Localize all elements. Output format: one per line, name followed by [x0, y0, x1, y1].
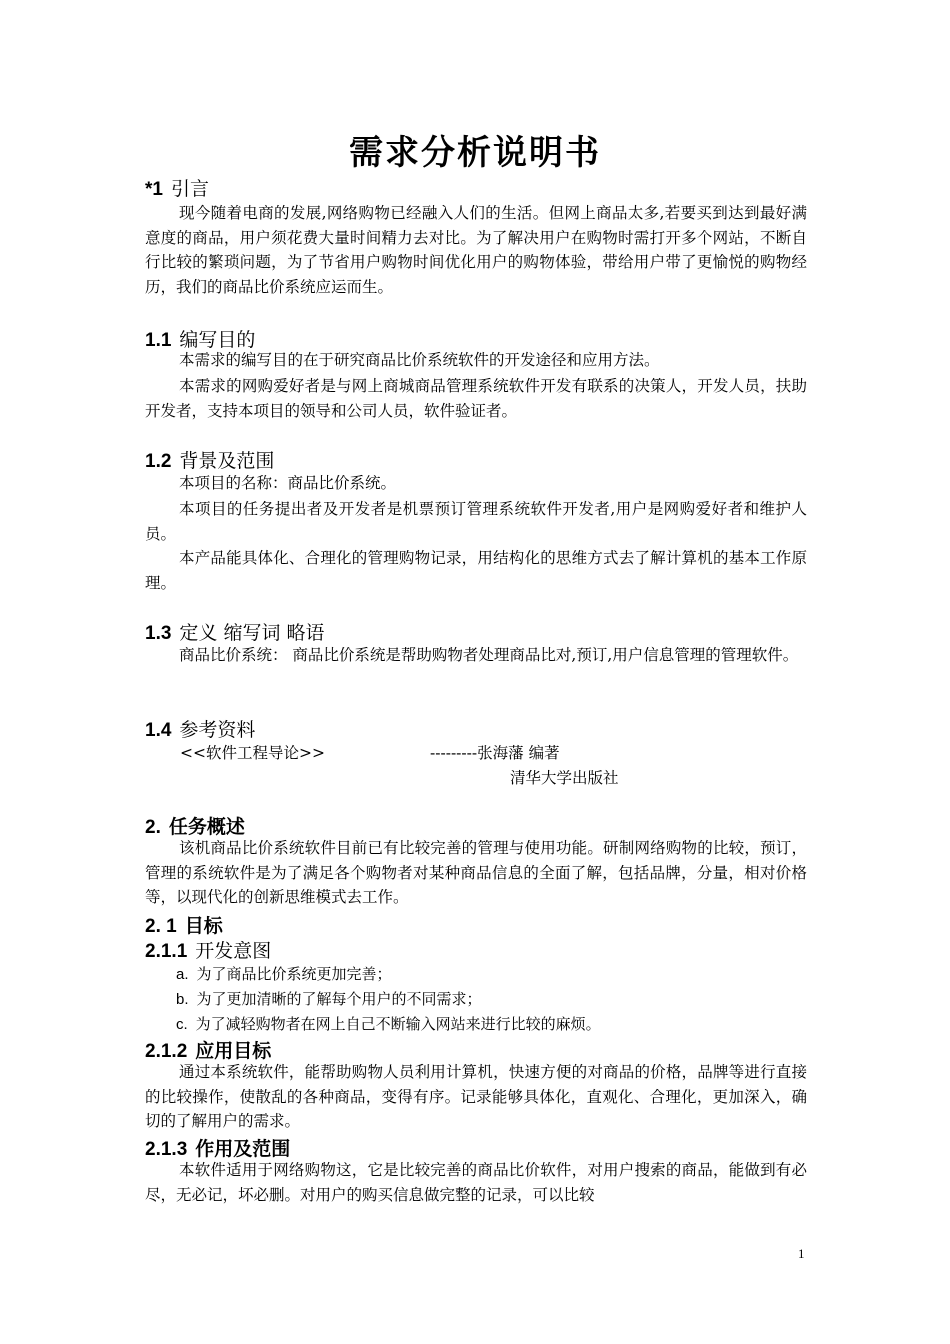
- section-number: 1.1: [145, 330, 172, 351]
- section-1-2-heading: [145, 446, 274, 473]
- section-1-1-paragraph-2: 本需求的网购爱好者是与网上商城商品管理系统软件开发有联系的决策人，开发人员，扶助开发者，支持本项目的领导和公司人员，软件验证者。: [145, 377, 807, 420]
- section-title: 背景及范围: [179, 450, 275, 472]
- section-title: 引言: [170, 178, 209, 200]
- section-number: 1.4: [145, 720, 172, 741]
- section-title: 应用目标: [195, 1040, 272, 1062]
- reference-author: ---------张海藩 编著: [430, 744, 560, 762]
- list-marker: b.: [176, 991, 189, 1008]
- section-title: 定义 缩写词 略语: [179, 622, 325, 644]
- page-number: 1: [798, 1246, 805, 1261]
- section-1-3-paragraph: 商品比价系统： 商品比价系统是帮助购物者处理商品比对,预订,用户信息管理的管理软件。: [179, 646, 799, 664]
- section-number: 1.3: [145, 623, 172, 644]
- section-2-1-3-paragraph: 本软件适用于网络购物这，它是比较完善的商品比价软件，对用户搜索的商品，能做到有必尽，无必记，坏必删。对用户的购买信息做完整的记录，可以比较: [145, 1161, 807, 1204]
- list-item-text: 为了更加清晰的了解每个用户的不同需求；: [196, 990, 482, 1008]
- section-2-heading: [145, 812, 245, 839]
- section-title: 作用及范围: [195, 1138, 291, 1160]
- section-title: 任务概述: [168, 816, 245, 838]
- section-number: 1.2: [145, 451, 172, 472]
- document-title: 需求分析说明书: [349, 133, 601, 173]
- section-1-2-paragraph-2: 本项目的任务提出者及开发者是机票预订管理系统软件开发者,用户是网购爱好者和维护人员。: [145, 500, 807, 543]
- section-title: 目标: [184, 915, 223, 937]
- list-item: [176, 988, 482, 1009]
- section-number: 2.: [145, 817, 161, 838]
- list-marker: c.: [176, 1016, 188, 1033]
- section-2-1-2-heading: [145, 1036, 271, 1063]
- list-item: [176, 963, 392, 984]
- section-1-3-heading: [145, 618, 325, 645]
- section-1-heading: [145, 174, 209, 201]
- section-2-paragraph: 该机商品比价系统软件目前已有比较完善的管理与使用功能。研制网络购物的比较，预订，管理的系统软件是为了满足各个购物者对某种商品信息的全面了解，包括品牌，分量，相对价格等，以现代化的创新思维模式去工作。: [145, 839, 807, 906]
- reference-publisher: 清华大学出版社: [510, 769, 619, 787]
- section-title: 开发意图: [195, 940, 272, 962]
- section-title: 编写目的: [179, 329, 256, 351]
- list-item-text: 为了减轻购物者在网上自己不断输入网站来进行比较的麻烦。: [195, 1015, 601, 1033]
- list-marker: a.: [176, 966, 189, 983]
- section-number: *1: [145, 179, 163, 200]
- section-1-2-paragraph-3: 本产品能具体化、合理化的管理购物记录，用结构化的思维方式去了解计算机的基本工作原理。: [145, 549, 807, 592]
- section-1-4-heading: [145, 715, 255, 742]
- section-1-paragraph: 现今随着电商的发展,网络购物已经融入人们的生活。但网上商品太多,若要买到达到最好满意度的商品，用户须花费大量时间精力去对比。为了解决用户在购物时需打开多个网站，不断自行比较的繁琐问题，为了节省用户购物时间优化用户的购物体验，带给用户带了更愉悦的购物经历，我们的商品比价系统应运而生。: [145, 204, 807, 296]
- section-number: 2.1.1: [145, 941, 188, 962]
- reference-book-title: <<软件工程导论>>: [180, 744, 325, 762]
- section-title: 参考资料: [179, 719, 256, 741]
- section-1-1-paragraph-1: 本需求的编写目的在于研究商品比价系统软件的开发途径和应用方法。: [179, 351, 660, 369]
- section-2-1-1-heading: [145, 936, 271, 963]
- section-2-1-3-heading: [145, 1134, 290, 1161]
- section-2-1-heading: [145, 911, 223, 938]
- section-number: 2. 1: [145, 916, 177, 937]
- section-number: 2.1.2: [145, 1041, 188, 1062]
- list-item-text: 为了商品比价系统更加完善；: [196, 965, 392, 983]
- section-2-1-2-paragraph: 通过本系统软件，能帮助购物人员利用计算机，快速方便的对商品的价格，品牌等进行直接的比较操作，使散乱的各种商品，变得有序。记录能够具体化，直观化、合理化，更加深入，确切的了解用户的需求。: [145, 1063, 807, 1130]
- list-item: [176, 1013, 601, 1034]
- section-number: 2.1.3: [145, 1139, 188, 1160]
- section-1-2-paragraph-1: 本项目的名称：商品比价系统。: [179, 474, 397, 492]
